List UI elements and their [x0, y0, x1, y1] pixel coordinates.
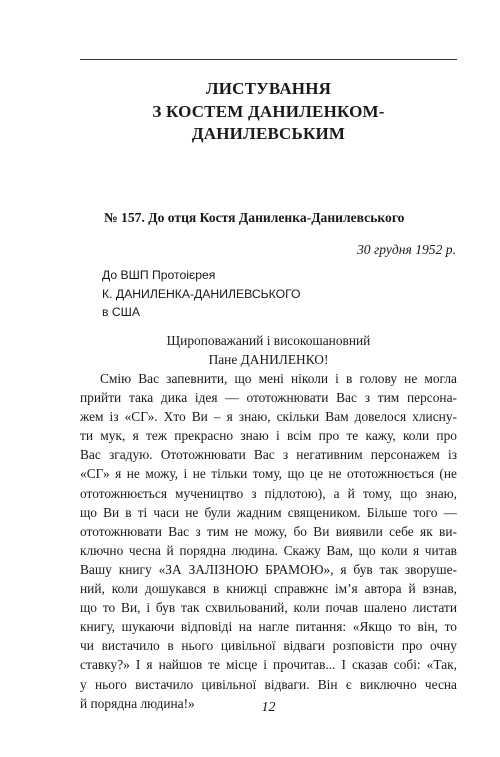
- body-line: ототожнюється мучеництво з підлотою), а й тому, що знаю,: [80, 485, 457, 501]
- body-line: що Ви в ті часи не були жадним священиком. Більше того —: [80, 504, 457, 520]
- body-line: ключно чесна й порядна людина. Скажу Вам, що коли я читав: [80, 542, 457, 558]
- body-line: у нього вистачило цивільної відваги. Він є виключно чесна: [80, 676, 457, 692]
- body-line: жем із «СГ». Хто Ви – я знаю, скільки Вам довелося хлисну-: [80, 409, 457, 425]
- body-line: ти мук, я теж прекрасно знаю і всім про те кажу, коли про: [80, 428, 457, 444]
- letter-heading: № 157. До отця Костя Даниленка-Данилевського: [104, 210, 405, 225]
- letter-date: 30 грудня 1952 р.: [356, 242, 456, 257]
- body-line: Смію Вас запевнити, що мені ніколи і в голову не могла: [100, 371, 457, 386]
- salutation-line-1: Щироповажаний і високошановний: [166, 333, 371, 348]
- section-title-line-1: ЛИСТУВАННЯ: [205, 79, 332, 98]
- body-line: ставку?» І я найшов те місце і прочитав... І сказав собі: «Так,: [80, 657, 457, 673]
- address-block: [102, 266, 300, 322]
- body-line: чи вистачило в нього цивільної відваги розповісти про очну: [80, 638, 457, 654]
- top-rule: [80, 59, 457, 60]
- section-title-line-2: З КОСТЕМ ДАНИЛЕНКОМ-ДАНИЛЕВСЬКИМ: [152, 102, 385, 143]
- body-line: Вашу книгу «ЗА ЗАЛІЗНОЮ БРАМОЮ», я був так зворуше-: [80, 561, 457, 577]
- address-line: К. ДАНИЛЕНКА-ДАНИЛЕВСЬКОГО: [102, 286, 301, 301]
- letter-body: [80, 369, 457, 713]
- body-line: що то Ви, і був так схвильований, коли почав шалено листати: [80, 600, 457, 616]
- body-line: Вас згадую. Ототожнювати Вас з негативним персонажем із: [80, 447, 457, 463]
- page-number: 12: [261, 700, 276, 715]
- body-line: книгу, шукаючи відповіді на нагле питання: «Якщо то він, то: [80, 619, 457, 635]
- body-line: ототожнювати Вас з тим не можу, бо Ви виявили себе як ви-: [80, 523, 457, 539]
- salutation-line-2: Пане ДАНИЛЕНКО!: [208, 352, 329, 367]
- body-line: прийти така дика ідея — ототожнювати Вас з тим персона-: [80, 390, 457, 406]
- address-line: До ВШП Протоієрея: [102, 268, 216, 282]
- body-line: ний, коли дошукався в книжці справжнє ім’я автора й взнав,: [80, 581, 457, 597]
- body-line: й порядна людина!»: [80, 695, 195, 711]
- body-line: «СГ» я не можу, і не тільки тому, що це не ототожнюється (не: [80, 466, 457, 482]
- address-line: в США: [102, 305, 140, 319]
